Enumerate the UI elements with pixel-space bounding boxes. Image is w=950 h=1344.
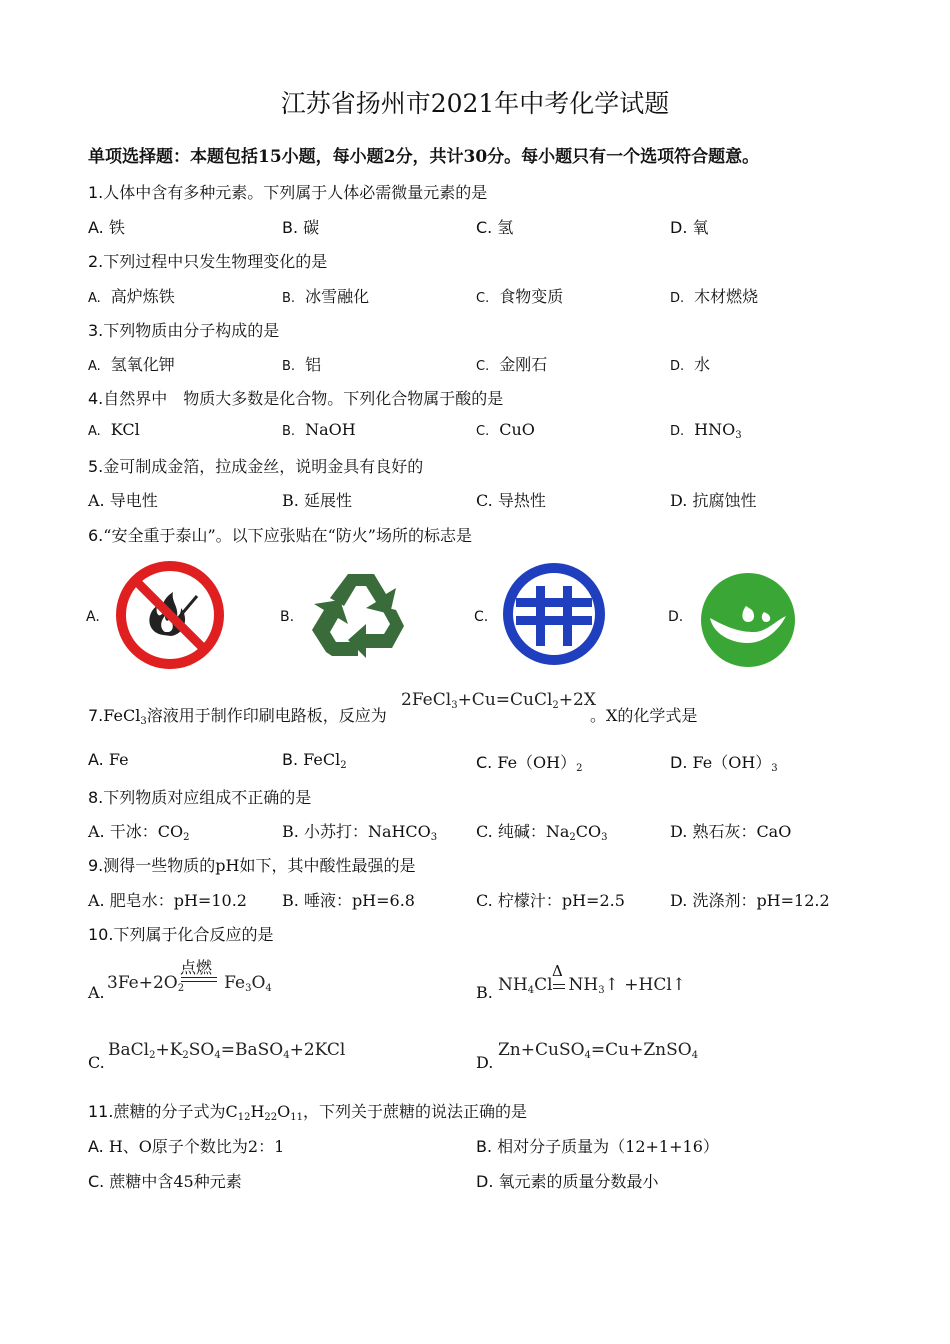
gas-arrow: ↑: [604, 975, 619, 995]
q4-option-d[interactable]: [670, 420, 742, 441]
option-text: 导电性: [109, 491, 158, 510]
subscript: 3: [451, 700, 458, 711]
q7-equation: [401, 690, 596, 711]
formula-text: O: [277, 1102, 291, 1121]
q6-label-b: B.: [280, 609, 295, 625]
option-letter: A.: [88, 491, 105, 510]
formula-text: H: [250, 1102, 265, 1121]
option-letter: C.: [476, 291, 490, 306]
question-stem: 自然界中 物质大多数是化合物。下列化合物属于酸的是: [103, 389, 504, 408]
option-text: 蔗糖中含45种元素: [109, 1172, 242, 1191]
option-letter: C.: [476, 491, 493, 510]
recycle-icon: [312, 574, 404, 658]
option-letter: C.: [476, 218, 493, 237]
question-8: [88, 785, 311, 808]
option-text: 铁: [108, 218, 125, 237]
question-stem: 人体中含有多种元素。下列属于人体必需微量元素的是: [103, 183, 488, 202]
eq-part: 2FeCl: [401, 690, 452, 710]
q3-option-b[interactable]: [282, 352, 321, 375]
option-letter: C.: [476, 359, 490, 374]
q8-option-b[interactable]: [282, 819, 437, 843]
option-letter: A.: [88, 1137, 104, 1156]
q5-option-d[interactable]: [670, 488, 756, 511]
subscript: 3: [601, 832, 608, 843]
option-text: 金刚石: [499, 355, 548, 374]
option-letter: A.: [88, 891, 105, 910]
option-text: 相对分子质量为（12+1+16）: [497, 1137, 719, 1156]
formula-text: FeCl: [103, 706, 141, 725]
question-number: 9.: [88, 856, 104, 875]
question-2: [88, 249, 327, 272]
option-text: NaOH: [305, 420, 356, 439]
q6-label-d: D.: [668, 609, 684, 625]
option-text-2: CO: [575, 822, 602, 841]
question-7: [88, 703, 387, 727]
subscript: 3: [735, 430, 742, 441]
recycle-sign[interactable]: [308, 560, 418, 670]
question-number: 8.: [88, 788, 104, 807]
question-7-tail: 。X的化学式是: [590, 706, 698, 725]
option-letter: A.: [88, 822, 105, 841]
q3-option-c[interactable]: [476, 352, 547, 375]
question-5: [88, 454, 423, 477]
q10-option-c-equation[interactable]: $BaCl_2+K_2SO_4=BaSO_4+2KCl$: [108, 1040, 346, 1061]
no-fire-sign[interactable]: [115, 560, 225, 670]
option-letter: D.: [670, 424, 685, 439]
option-text: CuO: [499, 420, 535, 439]
q7-option-b[interactable]: [282, 750, 347, 771]
question-9: [88, 853, 415, 876]
q11-option-b[interactable]: [476, 1134, 719, 1157]
option-text: 食物变质: [499, 287, 564, 306]
option-letter: D.: [476, 1172, 494, 1191]
q10-option-a-letter[interactable]: A.: [88, 983, 105, 1002]
option-text: 氢氧化钾: [110, 355, 175, 374]
option-text: 碳: [303, 218, 320, 237]
question-1: [88, 180, 487, 203]
option-letter: D.: [670, 891, 688, 910]
subscript: 2: [569, 832, 576, 843]
q9-option-c[interactable]: [476, 888, 625, 911]
gas-arrow: ↑: [671, 975, 687, 995]
q10-option-c-letter[interactable]: C.: [88, 1053, 105, 1072]
question-3: [88, 318, 279, 341]
option-text: 肥皂水：pH=10.2: [109, 891, 247, 910]
option-text: 导热性: [497, 491, 546, 510]
option-letter: C.: [476, 891, 493, 910]
q2-option-a[interactable]: [88, 284, 175, 307]
option-letter: C.: [476, 753, 493, 772]
question-stem: “安全重于泰山”。以下应张贴在“防火”场所的标志是: [103, 526, 472, 545]
q2-option-c[interactable]: [476, 284, 563, 307]
q10-option-d-letter[interactable]: D.: [476, 1053, 494, 1072]
q8-option-a[interactable]: [88, 819, 189, 843]
option-text: 氧: [692, 218, 709, 237]
question-number: 1.: [88, 183, 104, 202]
q3-option-a[interactable]: [88, 352, 175, 375]
q4-option-c[interactable]: [476, 420, 535, 439]
subscript: 3: [140, 716, 147, 727]
question-number: 7.: [88, 706, 104, 725]
option-text: 唾液：pH=6.8: [303, 891, 415, 910]
option-text: Fe（OH）: [497, 753, 577, 772]
q5-option-c[interactable]: [476, 488, 546, 511]
option-letter: B.: [476, 1137, 493, 1156]
eq-part: +2X: [558, 690, 596, 710]
question-number: 6.: [88, 526, 104, 545]
option-text: KCl: [110, 420, 140, 439]
q1-option-a[interactable]: [88, 215, 125, 238]
q10-option-b-equation[interactable]: $NH_4Cl$ $NH_3↑$ +HCl↑: [498, 975, 687, 996]
option-letter: B.: [282, 291, 296, 306]
option-letter: A.: [88, 359, 101, 374]
question-stem-tail: ，下列关于蔗糖的说法正确的是: [302, 1102, 527, 1121]
q4-option-a[interactable]: [88, 420, 140, 439]
subscript: 2: [340, 760, 347, 771]
subscript: 2: [183, 832, 190, 843]
q6-label-c: C.: [474, 609, 489, 625]
option-text: H、O原子个数比为2：1: [108, 1137, 285, 1156]
option-letter: C.: [88, 1172, 105, 1191]
option-letter: A.: [88, 218, 104, 237]
option-text: 小苏打：NaHCO: [303, 822, 431, 841]
option-letter: D.: [670, 822, 688, 841]
option-text: 木材燃烧: [694, 287, 759, 306]
question-stem: 下列属于化合反应的是: [113, 925, 274, 944]
q9-option-b[interactable]: [282, 888, 415, 911]
subscript: 3: [430, 832, 438, 843]
subscript: 3: [771, 763, 778, 774]
q10-b-condition: Δ: [552, 962, 563, 980]
option-letter: B.: [282, 491, 299, 510]
option-text: Fe（OH）: [692, 753, 772, 772]
q7-option-d[interactable]: [670, 750, 778, 774]
question-stem: 金可制成金箔，拉成金丝，说明金具有良好的: [103, 457, 424, 476]
option-text: 延展性: [303, 491, 352, 510]
formula-fecl3: [103, 706, 146, 725]
section-header: 单项选择题：本题包括15小题，每小题2分，共计30分。每小题只有一个选项符合题意。: [88, 147, 760, 167]
q8-option-c[interactable]: [476, 819, 608, 843]
subscript: 11: [290, 1112, 303, 1123]
question-10: [88, 922, 273, 945]
question-number: 11.: [88, 1102, 114, 1121]
q5-option-b[interactable]: [282, 488, 352, 511]
option-text: 熟石灰：CaO: [692, 822, 792, 841]
option-text: 纯碱：Na: [497, 822, 570, 841]
question-4: [88, 386, 503, 409]
option-text: 洗涤剂：pH=12.2: [692, 891, 830, 910]
q1-option-c[interactable]: [476, 215, 513, 238]
option-text: Fe: [108, 750, 129, 769]
option-text: 铝: [305, 355, 322, 374]
equals-sign-icon: [553, 984, 565, 989]
option-text: FeCl: [303, 750, 341, 769]
option-letter: C.: [476, 822, 493, 841]
option-text: 高炉炼铁: [110, 287, 175, 306]
subscript: 12: [237, 1112, 251, 1123]
q6-label-a: A.: [86, 609, 100, 625]
q2-option-b[interactable]: [282, 284, 369, 307]
option-letter: B.: [282, 424, 296, 439]
q10-option-b-letter[interactable]: B.: [476, 983, 493, 1002]
subscript: 2: [552, 700, 559, 711]
subscript: 22: [264, 1112, 278, 1123]
q9-option-a[interactable]: [88, 888, 247, 911]
question-11: [88, 1099, 527, 1123]
water-saving-sign[interactable]: [700, 572, 796, 668]
q11-option-a[interactable]: [88, 1134, 284, 1157]
q10-a-condition: 点燃: [180, 958, 213, 977]
q1-option-b[interactable]: [282, 215, 319, 238]
eq-part: +Cu=CuCl: [457, 690, 553, 710]
option-text: 抗腐蚀性: [692, 491, 757, 510]
question-number: 10.: [88, 925, 114, 944]
option-text: 水: [694, 355, 711, 374]
option-letter: D.: [670, 359, 685, 374]
question-number: 5.: [88, 457, 104, 476]
question-number: 4.: [88, 389, 104, 408]
q5-option-a[interactable]: [88, 488, 158, 511]
q2-option-d[interactable]: [670, 284, 758, 307]
option-letter: C.: [476, 424, 490, 439]
option-letter: D.: [670, 491, 688, 510]
option-letter: D.: [670, 291, 685, 306]
option-text: 干冰：CO: [109, 822, 184, 841]
subscript: 2: [576, 763, 583, 774]
q8-option-d[interactable]: [670, 819, 791, 842]
q11-option-d[interactable]: [476, 1169, 659, 1192]
option-letter: A.: [88, 750, 104, 769]
q7-option-c[interactable]: [476, 750, 583, 774]
question-stem: 测得一些物质的pH如下，其中酸性最强的是: [103, 856, 416, 875]
question-stem: 下列物质由分子构成的是: [103, 321, 280, 340]
option-letter: B.: [282, 750, 299, 769]
q7-option-a[interactable]: [88, 750, 129, 769]
q11-option-c[interactable]: [88, 1169, 242, 1192]
question-stem: 蔗糖的分子式为C: [113, 1102, 238, 1121]
option-text: 氢: [497, 218, 514, 237]
question-stem: 溶液用于制作印刷电路板，反应为: [146, 706, 387, 725]
option-text: 冰雪融化: [305, 287, 370, 306]
option-letter: A.: [88, 291, 101, 306]
option-text: 氧元素的质量分数最小: [498, 1172, 659, 1191]
option-letter: D.: [670, 218, 688, 237]
q3-option-d[interactable]: [670, 352, 710, 375]
option-letter: B.: [282, 822, 299, 841]
option-letter: B.: [282, 359, 296, 374]
option-letter: D.: [670, 753, 688, 772]
equals-sign-icon: [181, 977, 217, 982]
option-letter: B.: [282, 891, 299, 910]
question-number: 3.: [88, 321, 104, 340]
option-text: 柠檬汁：pH=2.5: [497, 891, 625, 910]
q4-option-b[interactable]: [282, 420, 356, 439]
q9-option-d[interactable]: [670, 888, 830, 911]
question-number: 2.: [88, 252, 104, 271]
question-stem: 下列物质对应组成不正确的是: [103, 788, 312, 807]
building-sign[interactable]: [502, 562, 606, 666]
page-title: 江苏省扬州市2021年中考化学试题: [280, 89, 670, 118]
q10-option-d-equation[interactable]: Zn+CuSO$_4$=Cu+ZnSO$_4$: [498, 1040, 699, 1061]
q1-option-d[interactable]: [670, 215, 709, 238]
question-6: [88, 523, 472, 546]
q10-option-a-equation[interactable]: $3Fe+2O_2$ $Fe_3O_4$: [107, 973, 272, 994]
option-text: HNO: [694, 420, 736, 439]
option-letter: A.: [88, 424, 101, 439]
option-letter: B.: [282, 218, 299, 237]
question-stem: 下列过程中只发生物理变化的是: [103, 252, 328, 271]
